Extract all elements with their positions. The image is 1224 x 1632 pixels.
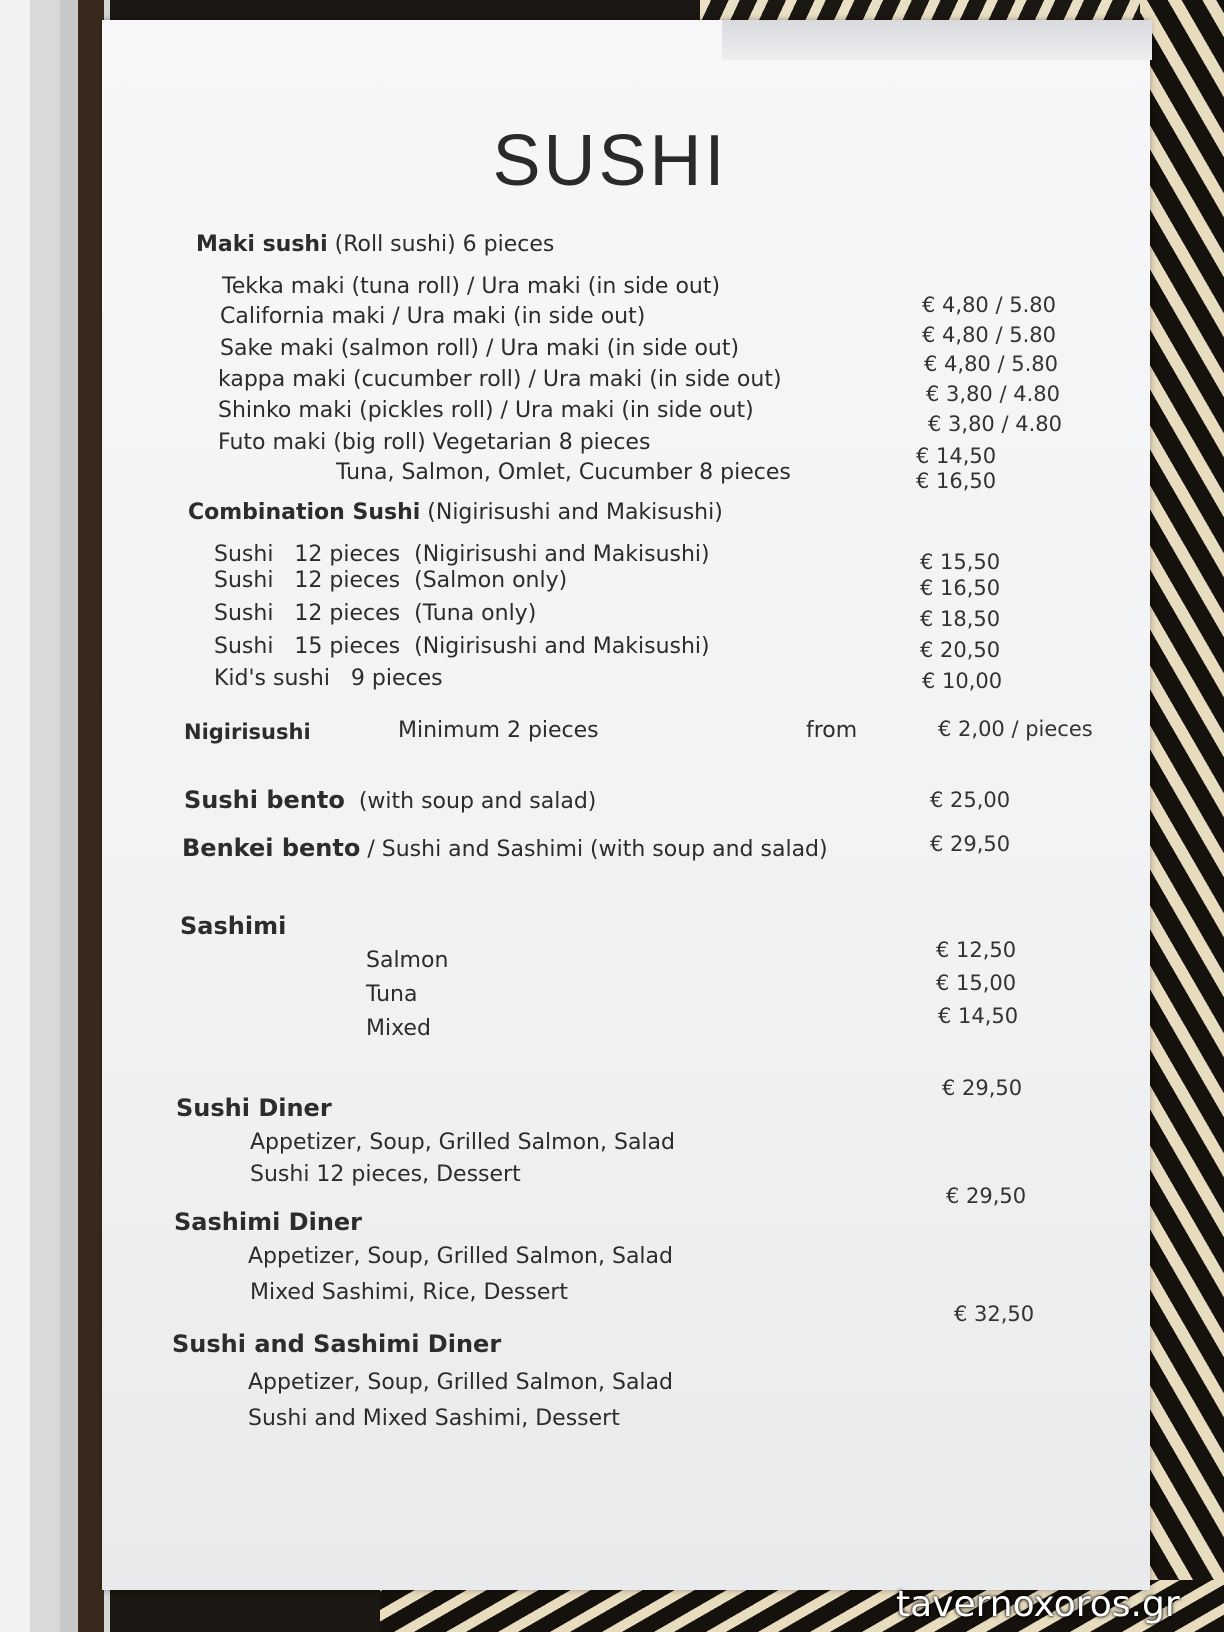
diner-description: Sushi 12 pieces, Dessert	[250, 1162, 521, 1187]
diner-description: Appetizer, Soup, Grilled Salmon, Salad	[250, 1130, 675, 1155]
combination-heading	[188, 500, 723, 525]
sashimi-heading: Sashimi	[180, 912, 287, 940]
menu-item-price: € 10,00	[922, 669, 1003, 693]
menu-item-name: Mixed	[366, 1016, 431, 1041]
menu-item-name: Tuna	[366, 982, 418, 1007]
diner-heading: Sushi and Sashimi Diner	[172, 1330, 502, 1358]
diner-heading: Sushi Diner	[176, 1094, 332, 1122]
menu-item-price: € 3,80 / 4.80	[928, 412, 1062, 436]
diner-heading: Sashimi Diner	[174, 1208, 363, 1236]
maki-heading	[196, 232, 554, 257]
bento-item: Sushi bento (with soup and salad)	[184, 786, 597, 814]
menu-item-name: Sushi 12 pieces (Tuna only)	[214, 601, 537, 626]
menu-item-name: Sushi 15 pieces (Nigirisushi and Makisushi)	[214, 634, 710, 659]
nigiri-detail: Minimum 2 pieces	[398, 718, 599, 743]
menu-item-price: € 3,80 / 4.80	[926, 382, 1060, 406]
page-fold	[722, 20, 1152, 60]
menu-item-name: California maki / Ura maki (in side out)	[220, 304, 646, 329]
decorative-pattern-right	[1140, 0, 1224, 1632]
nigiri-from-label: from	[806, 718, 858, 743]
maki-heading-bold: Maki sushi	[196, 232, 328, 257]
menu-item-name: Sushi 12 pieces (Nigirisushi and Makisushi)	[214, 542, 710, 567]
menu-item-price: € 4,80 / 5.80	[922, 323, 1056, 347]
combination-heading-bold: Combination Sushi	[188, 500, 421, 525]
menu-item-price: € 15,50	[920, 550, 1001, 574]
nigiri-heading: Nigirisushi	[184, 720, 311, 744]
diner-description: Appetizer, Soup, Grilled Salmon, Salad	[248, 1370, 673, 1395]
menu-item-price: € 18,50	[920, 607, 1001, 631]
menu-item-price: € 29,50	[946, 1184, 1027, 1208]
menu-item-price: € 16,50	[920, 576, 1001, 600]
menu-item-name: kappa maki (cucumber roll) / Ura maki (in side out)	[218, 367, 782, 392]
diner-description: Mixed Sashimi, Rice, Dessert	[250, 1280, 569, 1305]
binder-spine	[0, 0, 110, 1632]
menu-item-price: € 29,50	[930, 832, 1011, 856]
menu-item-price: € 15,00	[936, 971, 1017, 995]
menu-item-price: € 12,50	[936, 938, 1017, 962]
menu-item-price: € 32,50	[954, 1302, 1035, 1326]
menu-item-name: Shinko maki (pickles roll) / Ura maki (in side out)	[218, 398, 754, 423]
menu-item-name: Futo maki (big roll) Vegetarian 8 pieces	[218, 430, 651, 455]
menu-item-price: € 29,50	[942, 1076, 1023, 1100]
menu-item-name: Tekka maki (tuna roll) / Ura maki (in side out)	[222, 274, 721, 299]
menu-item-price: € 14,50	[916, 444, 997, 468]
combination-heading-rest: (Nigirisushi and Makisushi)	[427, 500, 723, 525]
nigiri-price: € 2,00 / pieces	[938, 717, 1093, 741]
menu-item-name: Salmon	[366, 948, 449, 973]
menu-item-name: Sushi 12 pieces (Salmon only)	[214, 568, 568, 593]
menu-item-price: € 4,80 / 5.80	[922, 293, 1056, 317]
maki-heading-rest: (Roll sushi) 6 pieces	[334, 232, 555, 257]
page-title: SUSHI	[492, 121, 728, 201]
menu-item-price: € 4,80 / 5.80	[924, 352, 1058, 376]
menu-item-price: € 25,00	[930, 788, 1011, 812]
menu-item-price: € 20,50	[920, 638, 1001, 662]
menu-item-price: € 14,50	[938, 1004, 1019, 1028]
bento-item: Benkei bento / Sushi and Sashimi (with soup and salad)	[182, 834, 828, 862]
menu-item-price: € 16,50	[916, 469, 997, 493]
menu-item-name: Sake maki (salmon roll) / Ura maki (in side out)	[220, 336, 740, 361]
menu-item-name: Tuna, Salmon, Omlet, Cucumber 8 pieces	[336, 460, 791, 485]
diner-description: Sushi and Mixed Sashimi, Dessert	[248, 1406, 620, 1431]
site-watermark: tavernoxoros.gr	[896, 1584, 1180, 1625]
menu-item-name: Kid's sushi 9 pieces	[214, 666, 443, 691]
diner-description: Appetizer, Soup, Grilled Salmon, Salad	[248, 1244, 673, 1269]
